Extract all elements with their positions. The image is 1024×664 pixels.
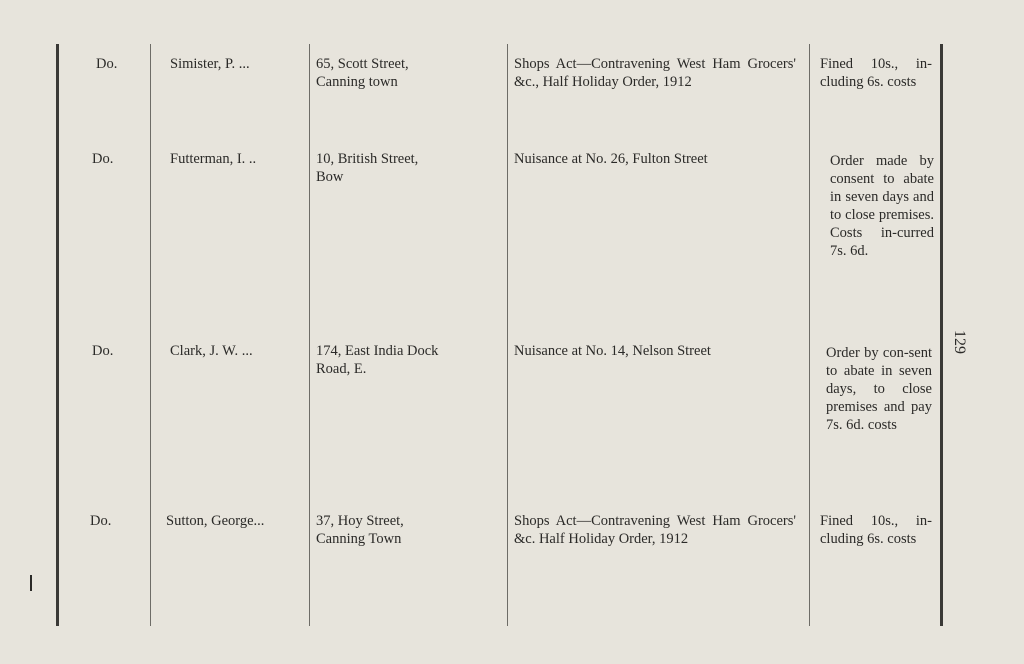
column-divider-2 xyxy=(309,44,310,626)
column-divider-1 xyxy=(150,44,151,626)
table-row-3-name: Clark, J. W. ... xyxy=(170,343,253,359)
table-row-1-date: Do. xyxy=(96,56,118,72)
column-divider-3 xyxy=(507,44,508,626)
table-row-1-address: 65, Scott Street, Canning town xyxy=(316,56,409,90)
table-row-3-offence: Nuisance at No. 14, Nelson Street xyxy=(514,343,711,359)
margin-mark xyxy=(30,575,32,591)
table-row-2-address: 10, British Street, Bow xyxy=(316,151,419,185)
table-row-4-offence: Shops Act—Contravening West Ham Grocers' &c. Half Holiday Order, 1912 xyxy=(514,513,796,547)
table-right-border xyxy=(940,44,943,626)
table-row-1-name: Simister, P. ... xyxy=(170,56,250,72)
table-row-2-result: Order made by consent to abate in seven days and to close premises. Costs in-curred 7s. 6d. xyxy=(830,153,934,259)
table-row-2-name: Futterman, I. .. xyxy=(170,151,257,167)
table-row-3-result: Order by con-sent to abate in seven days, to close premises and pay 7s. 6d. costs xyxy=(826,345,932,433)
table-row-2-date: Do. xyxy=(92,151,114,167)
table-row-4-date: Do. xyxy=(90,513,112,529)
table-row-3-date: Do. xyxy=(92,343,114,359)
table-row-1-result: Fined 10s., in-cluding 6s. costs xyxy=(820,56,932,90)
table-row-4-result: Fined 10s., in-cluding 6s. costs xyxy=(820,513,932,547)
table-row-4-address: 37, Hoy Street, Canning Town xyxy=(316,513,404,547)
table-row-3-address: 174, East India Dock Road, E. xyxy=(316,343,439,377)
table-row-4-name: Sutton, George... xyxy=(166,513,265,529)
table-row-1-offence: Shops Act—Contravening West Ham Grocers' &c., Half Holiday Order, 1912 xyxy=(514,56,796,90)
page-number: 129 xyxy=(951,330,968,354)
column-divider-4 xyxy=(809,44,810,626)
table-left-border xyxy=(56,44,59,626)
table-row-2-offence: Nuisance at No. 26, Fulton Street xyxy=(514,151,708,167)
